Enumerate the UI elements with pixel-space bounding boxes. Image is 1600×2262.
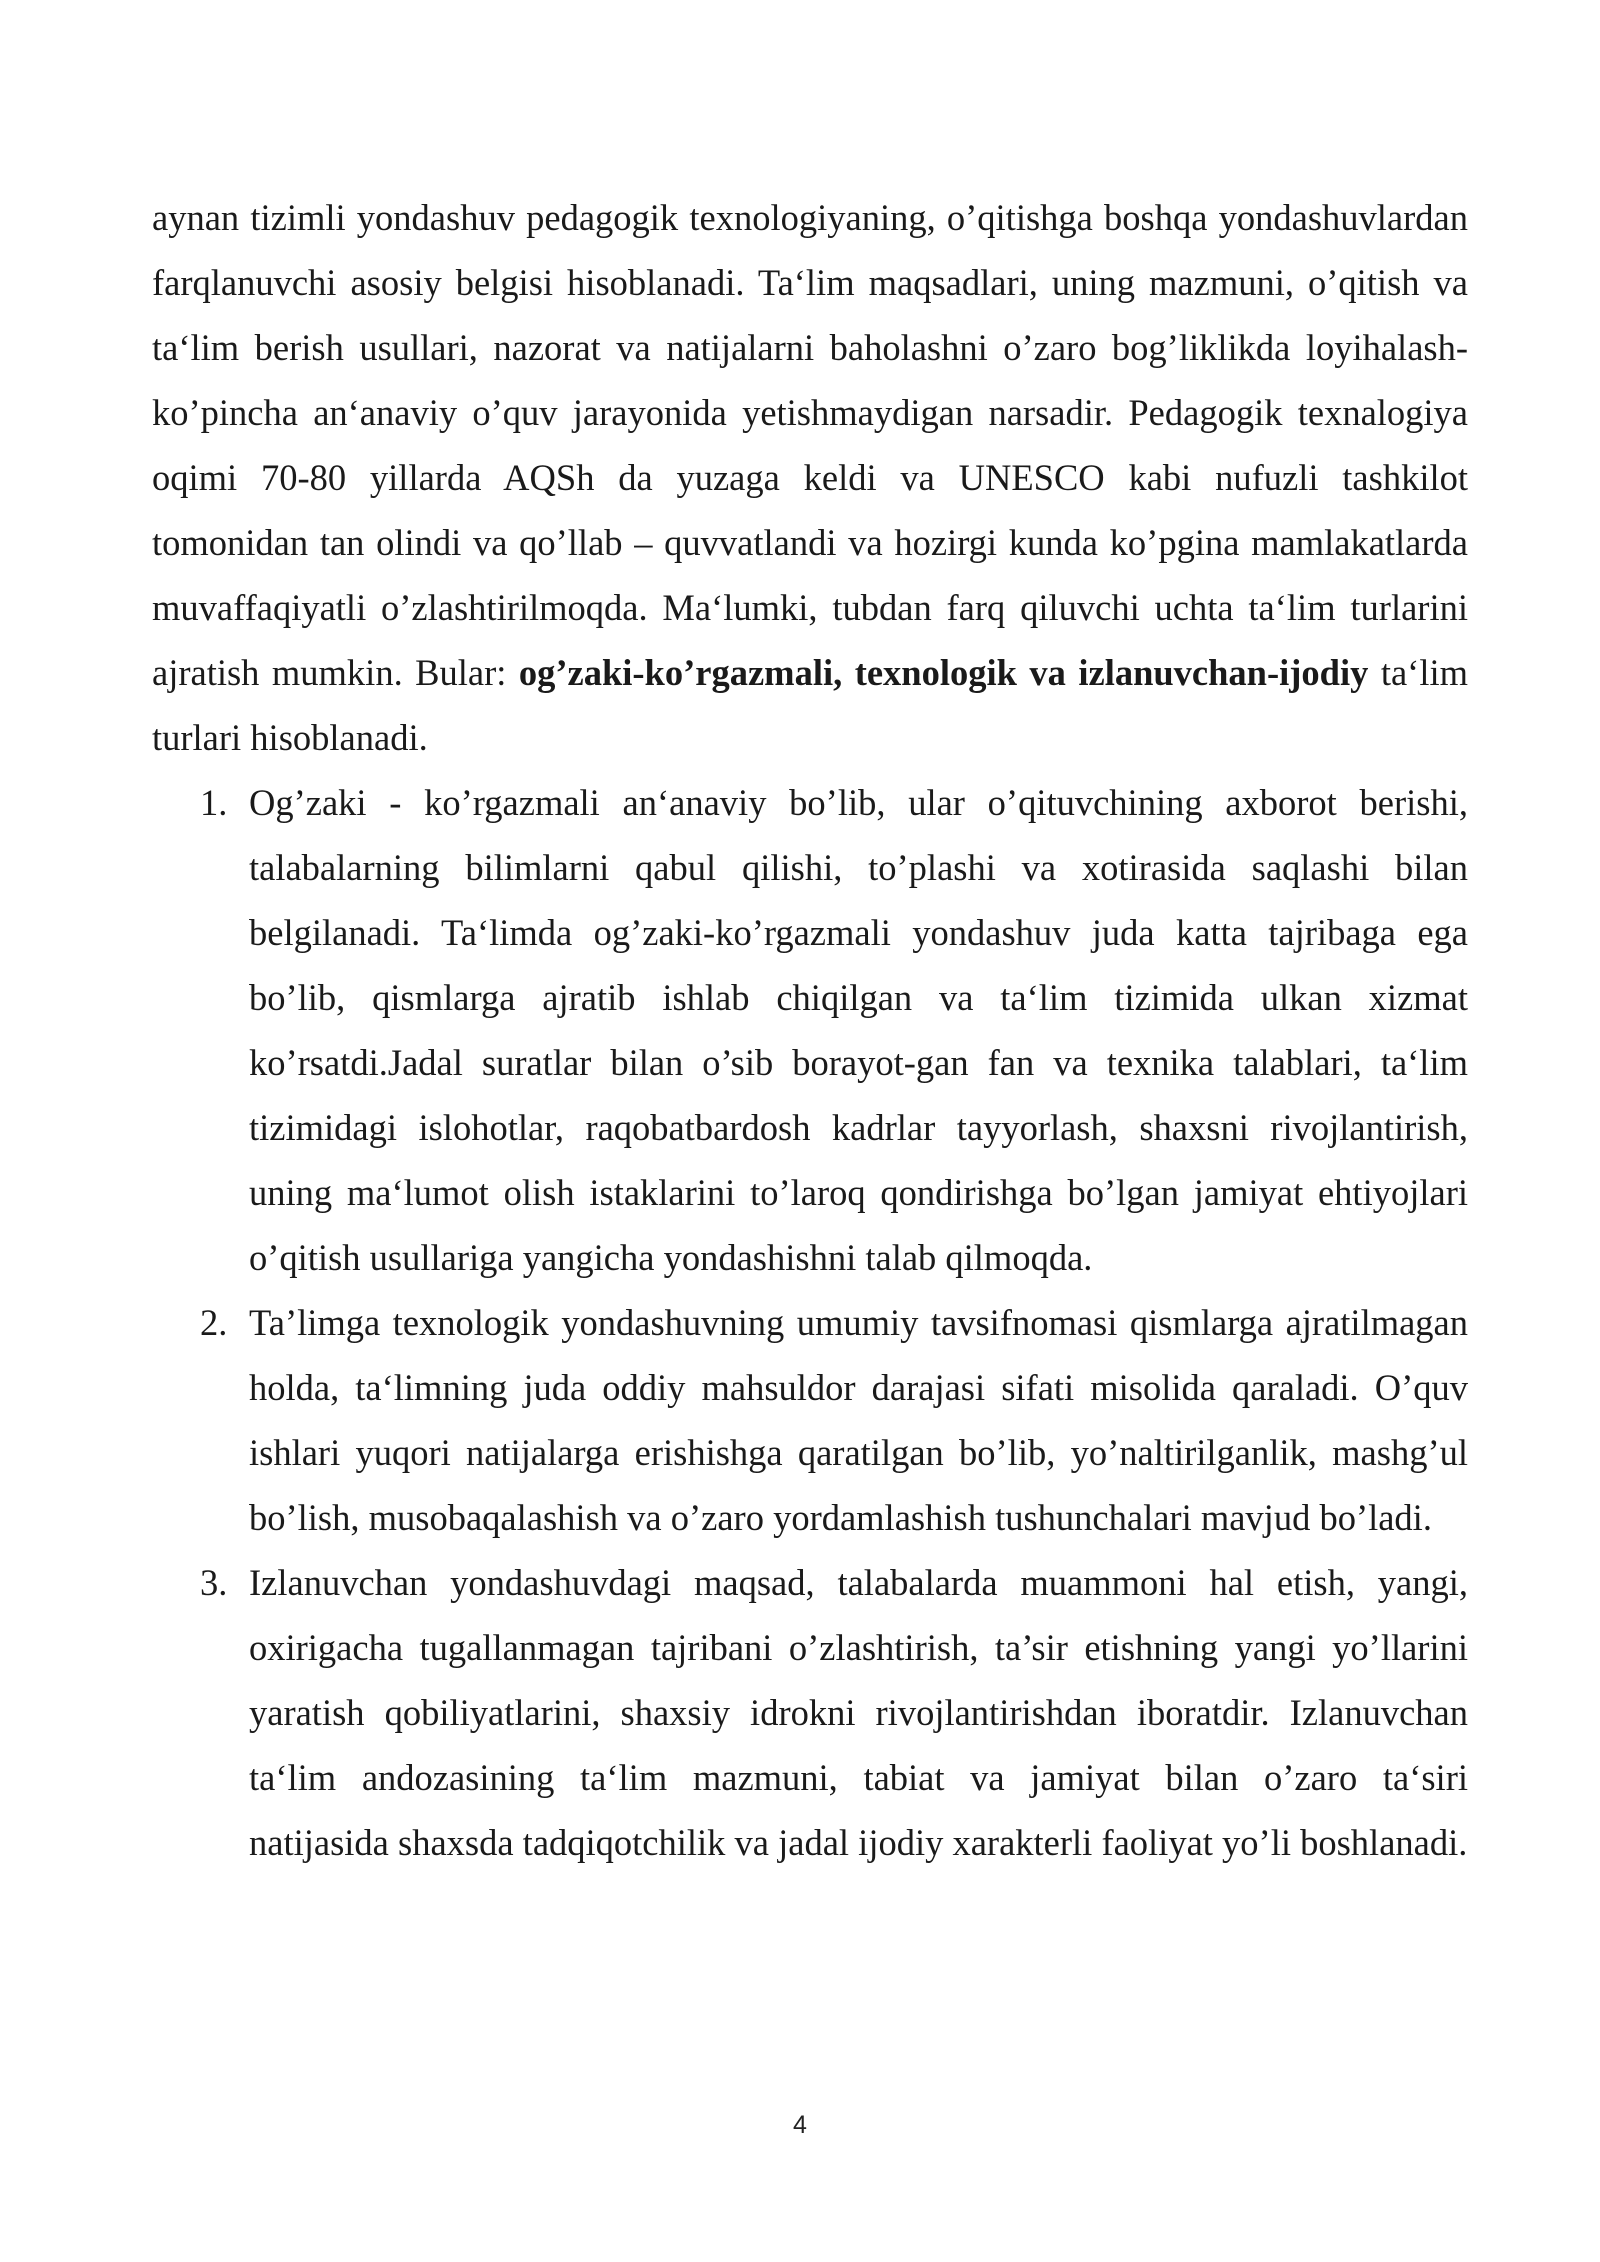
list-number: 3. — [200, 1562, 228, 1603]
list-item-1 — [152, 770, 1468, 1290]
page-number: 4 — [793, 2111, 807, 2139]
list-number: 2. — [200, 1302, 228, 1343]
list-item-2 — [152, 1290, 1468, 1550]
intro-text-end: ta‘lim turlari hisoblanadi. — [152, 652, 1469, 758]
list-item-text: Izlanuvchan yondashuvdagi maqsad, talabalarda muammoni hal etish, yangi, oxirigacha tugallanmagan tajribani o’zlashtirish, ta’sir etishning yangi yo’llarini yaratish qobiliyatlarini, shaxsiy idrokni rivojlantirishdan iboratdir. Izlanuvchan ta‘lim andozasining ta‘lim mazmuni, tabiat va jamiyat bilan o’zaro ta‘siri natijasida shaxsda tadqiqotchilik va jadal ijodiy xarakterli faoliyat yo’li boshlanadi. — [249, 1562, 1468, 1863]
list-item-text: Og’zaki - ko’rgazmali an‘anaviy bo’lib, ular o’qituvchining axborot berishi, talabalarning bilimlarni qabul qilishi, to’plashi va xotirasida saqlashi bilan belgilanadi. Ta‘limda og’zaki-ko’rgazmali yondashuv juda katta tajribaga ega bo’lib, qismlarga ajratib ishlab chiqilgan va ta‘lim tizimida ulkan xizmat ko’rsatdi.Jadal suratlar bilan o’sib borayot-gan fan va texnika talablari, ta‘lim tizimidagi islohotlar, raqobatbardosh kadrlar tayyorlash, shaxsni rivojlantirish, uning ma‘lumot olish istaklarini to’laroq qondirishga bo’lgan jamiyat ehtiyojlari o’qitish usullariga yangicha yondashishni talab qilmoqda. — [249, 782, 1468, 1278]
intro-paragraph — [152, 185, 1468, 770]
numbered-list — [152, 770, 1468, 1875]
list-number: 1. — [200, 782, 228, 823]
intro-bold-terms: og’zaki-ko’rgazmali, texnologik va izlanuvchan-ijodiy — [518, 652, 1369, 693]
list-item-text: Ta’limga texnologik yondashuvning umumiy tavsifnomasi qismlarga ajratilmagan holda, ta‘limning juda oddiy mahsuldor darajasi sifati misolida qaraladi. O’quv ishlari yuqori natijalarga erishishga qaratilgan bo’lib, yo’naltirilganlik, mashg’ul bo’lish, musobaqalashish va o’zaro yordamlashish tushunchalari mavjud bo’ladi. — [249, 1302, 1468, 1538]
intro-text-start: aynan tizimli yondashuv pedagogik texnologiyaning, o’qitishga boshqa yondashuvlardan farqlanuvchi asosiy belgisi hisoblanadi. Ta‘lim maqsadlari, uning mazmuni, o’qitish va ta‘lim berish usullari, nazorat va natijalarni baholashni o’zaro bog’liklikda loyihalash- ko’pincha an‘anaviy o’quv jarayonida yetishmaydigan narsadir. Pedagogik texnalogiya oqimi 70-80 yillarda AQSh da yuzaga keldi va UNESCO kabi nufuzli tashkilot tomonidan tan olindi va qo’llab – quvvatlandi va hozirgi kunda ko’pgina mamlakatlarda muvaffaqiyatli o’zlashtirilmoqda. Ma‘lumki, tubdan farq qiluvchi uchta ta‘lim turlarini ajratish mumkin. Bular: — [152, 197, 1468, 693]
list-item-3 — [152, 1550, 1468, 1875]
page-body — [152, 185, 1468, 1875]
